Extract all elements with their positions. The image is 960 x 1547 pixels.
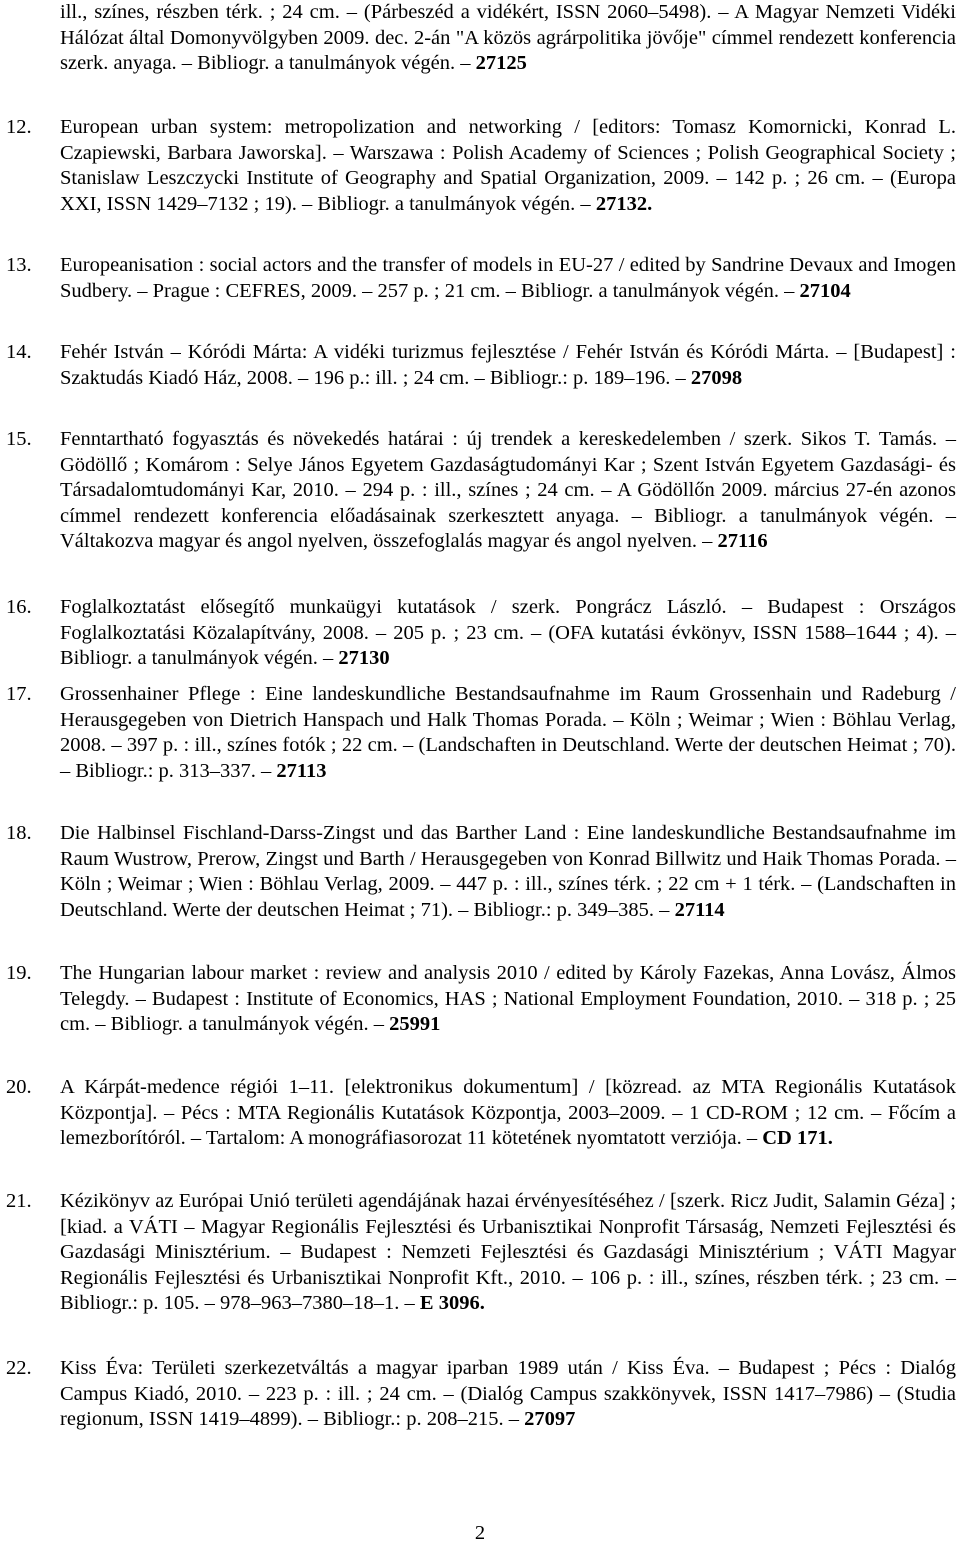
entry-text: Kézikönyv az Európai Unió területi agendájának hazai érvényesítéséhez / [szerk. Ricz Judit, Salamin Géza] ; [kiad. a VÁTI – Magyar Regionális Fejlesztési és Urbanisztikai Nonprofit Társaság, Nemzeti Fejlesztési és Gazdasági Minisztérium. – Budapest : Nemzeti Fejlesztési és Gazdasági Minisztérium ; VÁTI Magyar Regionális Fejlesztési és Urbanisztikai Nonprofit Kft., 2010. – 106 p. : ill., színes, részben térk. ; 23 cm. – Bibliogr.: p. 105. – 978–963–7380–18–1. –: [60, 1190, 956, 1314]
entry-number: 13.: [6, 254, 32, 276]
bibliography-entry-15: [6, 427, 956, 555]
entry-number: 14.: [6, 341, 32, 363]
entry-text: The Hungarian labour market : review and analysis 2010 / edited by Károly Fazekas, Anna Lovász, Álmos Telegdy. – Budapest : Institute of Economics, HAS ; National Employment Foundation, 2010. – 318 p. ; 25 cm. – Bibliogr. a tanulmányok végén. –: [60, 962, 956, 1035]
entry-text: Kiss Éva: Területi szerkezetváltás a magyar iparban 1989 után / Kiss Éva. – Budapest ; Pécs : Dialóg Campus Kiadó, 2010. – 223 p. : ill. ; 24 cm. – (Dialóg Campus szakkönyvek, ISSN 1417–7986) – (Studia regionum, ISSN 1419–4899). – Bibliogr.: p. 208–215. –: [60, 1357, 956, 1430]
entry-code: 27098: [690, 366, 743, 389]
entry-continuation: [60, 0, 956, 77]
entry-code: 27097: [524, 1408, 576, 1430]
entry-number: 19.: [6, 962, 32, 984]
bibliography-entry-19: [6, 961, 956, 1038]
bibliography-entry-13: [6, 253, 956, 304]
entry-number: 12.: [6, 116, 32, 138]
page-number: 2: [474, 1522, 486, 1544]
bibliography-entry-14: [6, 340, 956, 391]
entry-code: 27113: [276, 759, 327, 782]
entry-code: E 3096.: [419, 1292, 485, 1314]
bibliography-entry-17: [6, 682, 956, 784]
entry-text: Fehér István – Kóródi Márta: A vidéki turizmus fejlesztése / Fehér István és Kóródi Márta. – [Budapest] : Szaktudás Kiadó Ház, 2008. – 196 p.: ill. ; 24 cm. – Bibliogr.: p. 189–196. –: [60, 341, 956, 389]
entry-number: 18.: [6, 822, 32, 844]
entry-text: Foglalkoztatást elősegítő munkaügyi kutatások / szerk. Pongrácz László. – Budapest : Országos Foglalkoztatási Közalapítvány, 2008. – 205 p. ; 23 cm. – (OFA kutatási évkönyv, ISSN 1588–1644 ; 4). – Bibliogr. a tanulmányok végén. –: [60, 596, 956, 669]
entry-text: A Kárpát-medence régiói 1–11. [elektronikus dokumentum] / [közread. az MTA Regionális Kutatások Központja]. – Pécs : MTA Regionális Kutatások Központja, 2003–2009. – 1 CD-ROM ; 12 cm. – Főcím a lemezborítóról. – Tartalom: A monográfiasorozat 11 kötetének nyomtatott verziója. –: [60, 1076, 956, 1149]
bibliography-entry-20: [6, 1075, 956, 1152]
entry-code: 25991: [389, 1013, 441, 1035]
entry-code: 27114: [674, 898, 725, 921]
bibliography-entry-12: [6, 115, 956, 217]
entry-number: 20.: [6, 1076, 32, 1098]
entry-text: Europeanisation : social actors and the transfer of models in EU-27 / edited by Sandrine Devaux and Imogen Sudbery. – Prague : CEFRES, 2009. – 257 p. ; 21 cm. – Bibliogr. a tanulmányok végén. –: [60, 254, 956, 302]
entry-code: 27104: [799, 279, 851, 302]
bibliography-entry-18: [6, 821, 956, 923]
entry-text: Die Halbinsel Fischland-Darss-Zingst und das Barther Land : Eine landeskundliche Bestandsaufnahme im Raum Wustrow, Prerow, Zingst und Barth / Herausgegeben von Konrad Billwitz und Haik Thomas Porada. – Köln ; Weimar ; Wien : Böhlau Verlag, 2009. – 447 p. : ill., színes térk. ; 22 cm + 1 térk. – (Landschaften in Deutschland. Werte der deutschen Heimat ; 71). – Bibliogr.: p. 349–385. –: [60, 822, 956, 921]
entry-text: Grossenhainer Pflege : Eine landeskundliche Bestandsaufnahme im Raum Grossenhain und Radeburg / Herausgegeben von Dietrich Hanspach und Halk Thomas Porada. – Köln ; Weimar ; Wien : Böhlau Verlag, 2008. – 397 p. : ill., színes fotók ; 22 cm. – (Landschaften in Deutschland. Werte der deutschen Heimat ; 70). – Bibliogr.: p. 313–337. –: [60, 683, 956, 782]
entry-number: 17.: [6, 683, 32, 705]
entry-number: 16.: [6, 596, 32, 618]
entry-number: 15.: [6, 428, 32, 450]
entry-text: ill., színes, részben térk. ; 24 cm. – (Párbeszéd a vidékért, ISSN 2060–5498). – A Magyar Nemzeti Vidéki Hálózat által Domonyvölgyben 2009. dec. 2-án "A közös agrárpolitika jövője" címmel rendezett konferencia szerk. anyaga. – Bibliogr. a tanulmányok végén. –: [60, 1, 956, 74]
bibliography-entry-21: [6, 1189, 956, 1317]
entry-text: European urban system: metropolization and networking / [editors: Tomasz Komornicki, Konrad L. Czapiewski, Barbara Jaworska]. – Warszawa : Polish Academy of Sciences ; Polish Geographical Society ; Stanislaw Leszczycki Institute of Geography and Spatial Organization, 2009. – 142 p. ; 26 cm. – (Europa XXI, ISSN 1429–7132 ; 19). – Bibliogr. a tanulmányok végén. –: [60, 116, 956, 215]
entry-code: 27130: [338, 647, 390, 669]
entry-code: 27116: [717, 530, 768, 552]
entry-number: 22.: [6, 1357, 32, 1379]
entry-text: Fenntartható fogyasztás és növekedés határai : új trendek a kereskedelemben / szerk. Sikos T. Tamás. – Gödöllő ; Komárom : Selye János Egyetem Gazdaságtudományi Kar ; Szent István Egyetem Gazdasági- és Társadalomtudományi Kar, 2010. – 294 p. : ill., színes ; 24 cm. – A Gödöllőn 2009. március 27-én azonos címmel rendezett konferencia előadásainak szerkesztett anyaga. – Bibliogr. a tanulmányok végén. – Váltakozva magyar és angol nyelven, összefoglalás magyar és angol nyelven. –: [60, 428, 956, 552]
entry-number: 21.: [6, 1190, 32, 1212]
entry-code: 27132.: [595, 192, 653, 215]
bibliography-entry-22: [6, 1356, 956, 1433]
entry-code: CD 171.: [762, 1127, 833, 1149]
entry-code: 27125: [475, 52, 527, 74]
bibliography-entry-16: [6, 595, 956, 672]
